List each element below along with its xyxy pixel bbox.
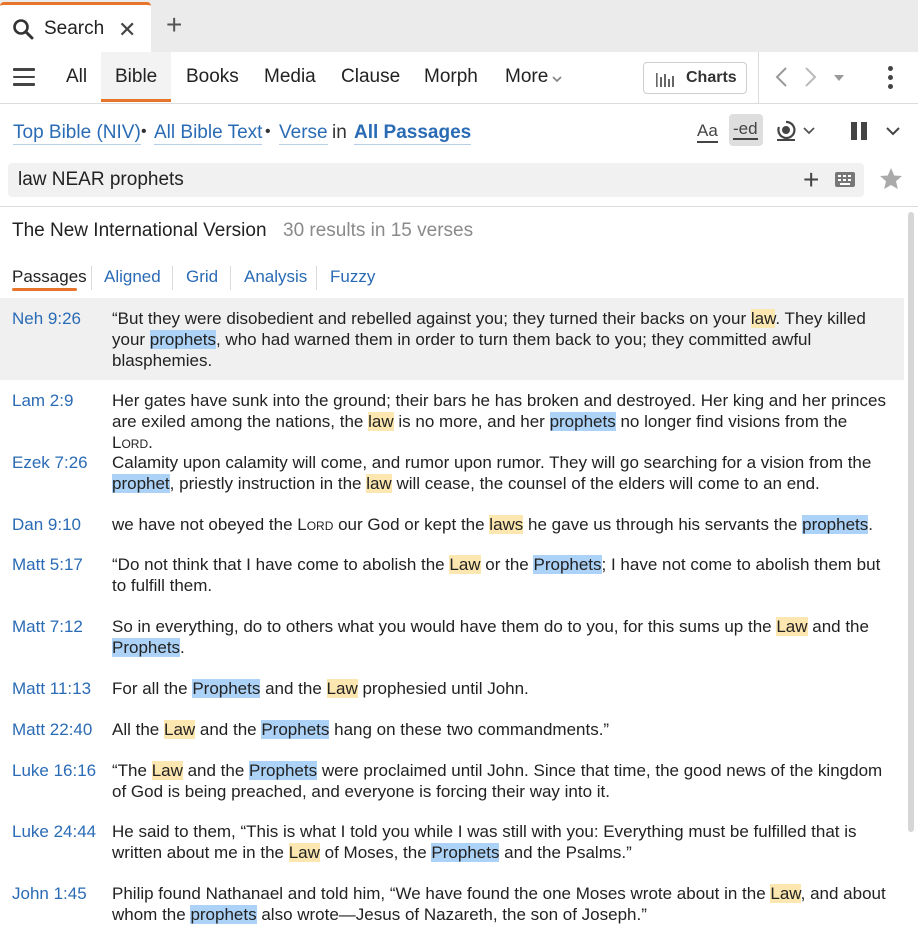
loop-icon[interactable]: [775, 119, 797, 143]
verse-reference[interactable]: Matt 5:17: [12, 555, 83, 574]
view-tab-passages[interactable]: Passages: [12, 267, 87, 286]
view-tab-divider: [316, 266, 317, 290]
in-label: in: [332, 122, 347, 143]
tab-all[interactable]: All: [66, 66, 88, 87]
query-settings-row: [0, 105, 918, 161]
view-tab-fuzzy[interactable]: Fuzzy: [330, 267, 376, 286]
unit-selector[interactable]: Verse: [279, 122, 328, 143]
verse-text: Calamity upon calamity will come, and rumor upon rumor. They will go searching for a vision from the prophet, priestly instruction in the law will cease, the counsel of the elders will come to an end.: [112, 453, 872, 493]
verse-reference[interactable]: Matt 22:40: [12, 720, 93, 739]
view-tab-divider: [91, 266, 92, 290]
inflections-label: -ed: [733, 119, 758, 138]
result-row[interactable]: [0, 811, 904, 873]
chevron-down-icon[interactable]: [886, 127, 900, 136]
verse-reference[interactable]: Matt 11:13: [12, 679, 92, 698]
verse-reference[interactable]: Ezek 7:26: [12, 453, 88, 472]
scrollbar[interactable]: [908, 212, 914, 832]
view-tab-divider: [230, 266, 231, 290]
charts-label: Charts: [686, 69, 737, 86]
verse-text: “But they were disobedient and rebelled against you; they turned their backs on your law. They killed your prophets, who had warned them in order to turn them back to you; they committed awful blasphemies.: [112, 309, 866, 370]
chevron-down-icon[interactable]: [803, 127, 815, 135]
forward-arrow-icon[interactable]: [804, 66, 818, 88]
result-row[interactable]: [0, 504, 904, 544]
view-tab-divider: [172, 266, 173, 290]
tab-more[interactable]: More: [505, 66, 549, 87]
view-tab-aligned[interactable]: Aligned: [104, 267, 161, 286]
search-input[interactable]: [18, 167, 778, 193]
history-caret-icon[interactable]: [833, 74, 845, 82]
result-row[interactable]: [0, 873, 904, 934]
verse-text: “Do not think that I have come to abolish the Law or the Prophets; I have not come to abolish them but to fulfill them.: [112, 555, 881, 595]
view-tab-grid[interactable]: Grid: [186, 267, 219, 286]
active-tab-underline: [101, 99, 171, 102]
result-row[interactable]: [0, 750, 904, 812]
menu-icon[interactable]: [13, 68, 35, 86]
search-icon: [12, 18, 34, 40]
verse-reference[interactable]: John 1:45: [12, 884, 87, 903]
result-row[interactable]: [0, 606, 904, 668]
more-options-icon[interactable]: [888, 66, 894, 90]
inflections-toggle[interactable]: [729, 114, 763, 146]
font-options-icon[interactable]: Aa: [697, 121, 718, 143]
active-view-underline: [12, 288, 77, 291]
result-row[interactable]: [0, 298, 904, 380]
star-icon[interactable]: [878, 166, 904, 192]
tab-morph[interactable]: Morph: [424, 66, 478, 87]
verse-reference[interactable]: Lam 2:9: [12, 391, 74, 410]
result-row[interactable]: [0, 668, 904, 708]
result-row[interactable]: [0, 709, 904, 749]
tab-title: Search: [44, 18, 105, 39]
verse-reference[interactable]: Luke 16:16: [12, 761, 97, 780]
tab-strip: [0, 0, 918, 52]
separator-dot: •: [141, 123, 147, 140]
view-tab-analysis[interactable]: Analysis: [244, 267, 308, 286]
verse-text: For all the Prophets and the Law prophesied until John.: [112, 679, 529, 698]
result-row[interactable]: [0, 442, 904, 504]
results-count: 30 results in 15 verses: [283, 220, 474, 241]
results-title: The New International Version: [12, 220, 267, 241]
bar-chart-icon: [656, 71, 674, 87]
range-selector[interactable]: All Passages: [354, 122, 472, 143]
back-arrow-icon[interactable]: [774, 66, 788, 88]
verse-text: Philip found Nathanael and told him, “We have found the one Moses wrote about in the Law, and about whom the prophets also wrote—Jesus of Nazareth, the son of Joseph.”: [112, 884, 886, 924]
verse-reference[interactable]: Luke 24:44: [12, 822, 97, 841]
separator-dot: •: [265, 123, 271, 140]
tab-books[interactable]: Books: [186, 66, 239, 87]
add-term-button[interactable]: +: [803, 164, 820, 195]
result-row[interactable]: [0, 380, 904, 452]
verse-reference[interactable]: Neh 9:26: [12, 309, 81, 328]
verse-text: “The Law and the Prophets were proclaimed until John. Since that time, the good news of the kingdom of God is being preached, and everyone is forcing their way into it.: [112, 761, 883, 801]
verse-text: So in everything, do to others what you would have them do to you, for this sums up the Law and the Prophets.: [112, 617, 869, 657]
chevron-down-icon[interactable]: [552, 74, 562, 84]
verse-text: we have not obeyed the Lord our God or kept the laws he gave us through his servants the prophets.: [112, 515, 874, 534]
result-row[interactable]: [0, 544, 904, 606]
verse-text: All the Law and the Prophets hang on these two commandments.”: [112, 720, 610, 739]
verse-reference[interactable]: Dan 9:10: [12, 515, 81, 534]
scope-selector[interactable]: All Bible Text: [154, 122, 263, 143]
resource-selector[interactable]: Top Bible (NIV): [13, 122, 141, 143]
verse-text: Her gates have sunk into the ground; their bars he has broken and destroyed. Her king and her princes are exiled among the nations, the law is no more, and her prophets no longer find visions from the Lord.: [112, 391, 886, 452]
close-icon[interactable]: ✕: [118, 17, 137, 42]
split-view-icon[interactable]: [851, 122, 867, 140]
search-tab[interactable]: [0, 2, 151, 52]
tab-bible[interactable]: Bible: [115, 66, 158, 87]
divider: [0, 206, 918, 207]
search-box: [8, 163, 864, 197]
verse-reference[interactable]: Matt 7:12: [12, 617, 83, 636]
keyboard-icon[interactable]: [835, 172, 855, 187]
tab-clause[interactable]: Clause: [341, 66, 401, 87]
new-tab-button[interactable]: +: [166, 9, 183, 40]
charts-button[interactable]: [643, 62, 747, 94]
tab-media[interactable]: Media: [264, 66, 316, 87]
search-kind-bar: [0, 52, 918, 104]
verse-text: He said to them, “This is what I told you while I was still with you: Everything must be fulfilled that is written about me in the Law of Moses, the Prophets and the Psalms.”: [112, 822, 857, 862]
nav-divider: [758, 52, 759, 104]
